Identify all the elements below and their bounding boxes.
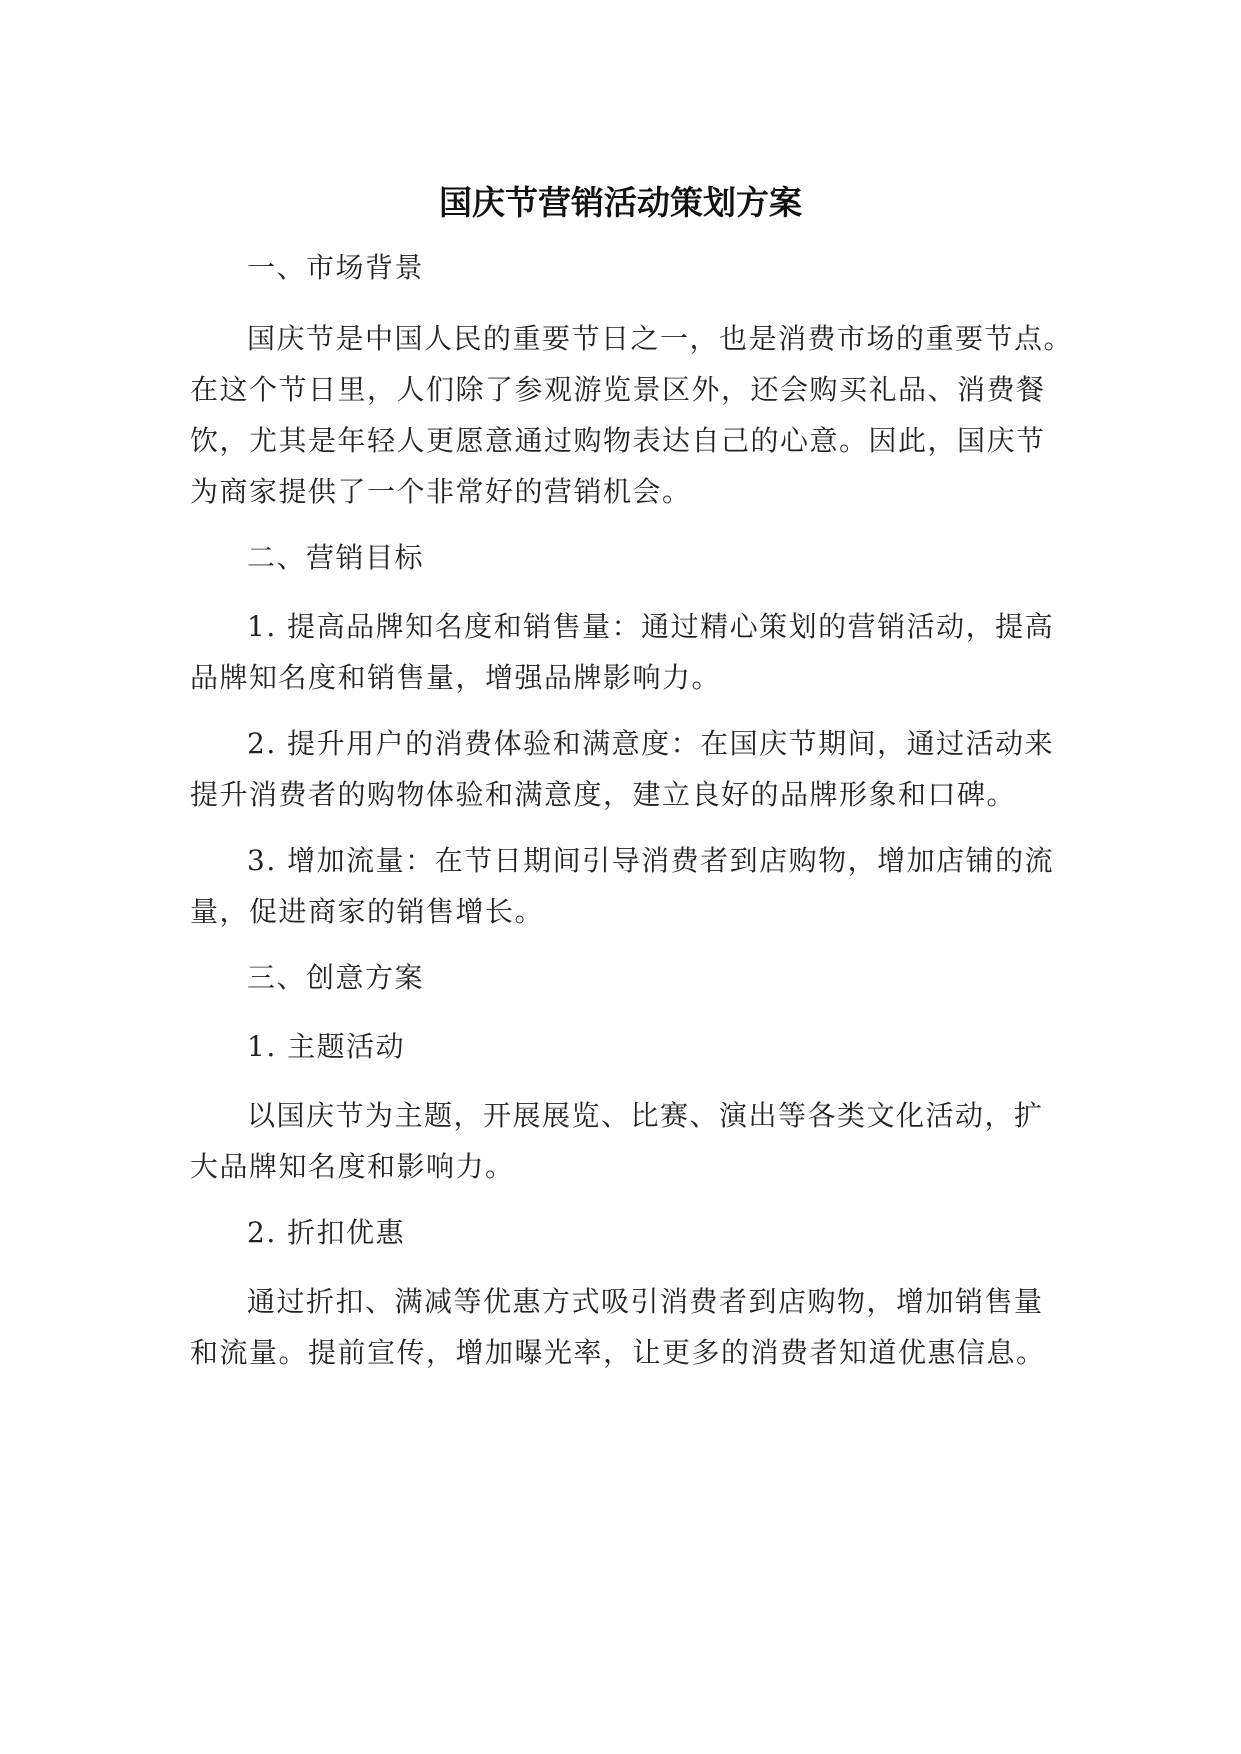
subsection-title-discount: 2. 折扣优惠 xyxy=(247,1216,406,1249)
section-heading-market-background: 一、市场背景 xyxy=(247,251,425,284)
subsection-title-theme-activity: 1. 主题活动 xyxy=(247,1030,406,1063)
paragraph-line: 以国庆节为主题，开展展览、比赛、演出等各类文化活动，扩 xyxy=(247,1099,1044,1132)
paragraph-line: 饮，尤其是年轻人更愿意通过购物表达自己的心意。因此，国庆节 xyxy=(190,424,1046,457)
goal-item-line: 提升消费者的购物体验和满意度，建立良好的品牌形象和口碑。 xyxy=(190,778,1017,811)
goal-item-line: 1. 提高品牌知名度和销售量：通过精心策划的营销活动，提高 xyxy=(247,610,1055,643)
paragraph-line: 为商家提供了一个非常好的营销机会。 xyxy=(190,475,692,508)
goal-item-line: 3. 增加流量：在节日期间引导消费者到店购物，增加店铺的流 xyxy=(247,844,1055,877)
goal-item-line: 量，促进商家的销售增长。 xyxy=(190,895,545,928)
goal-item-line: 2. 提升用户的消费体验和满意度：在国庆节期间，通过活动来 xyxy=(247,727,1055,760)
paragraph-line: 在这个节日里，人们除了参观游览景区外，还会购买礼品、消费餐 xyxy=(190,373,1046,406)
paragraph-line: 国庆节是中国人民的重要节日之一，也是消费市场的重要节点。 xyxy=(247,322,1074,355)
goal-item-line: 品牌知名度和销售量，增强品牌影响力。 xyxy=(190,661,722,694)
paragraph-line: 和流量。提前宣传，增加曝光率，让更多的消费者知道优惠信息。 xyxy=(190,1336,1046,1369)
section-heading-marketing-goals: 二、营销目标 xyxy=(247,541,425,574)
page-title: 国庆节营销活动策划方案 xyxy=(439,183,802,222)
paragraph-line: 通过折扣、满减等优惠方式吸引消费者到店购物，增加销售量 xyxy=(247,1285,1044,1318)
paragraph-line: 大品牌知名度和影响力。 xyxy=(190,1150,515,1183)
section-heading-creative-plan: 三、创意方案 xyxy=(247,961,425,994)
